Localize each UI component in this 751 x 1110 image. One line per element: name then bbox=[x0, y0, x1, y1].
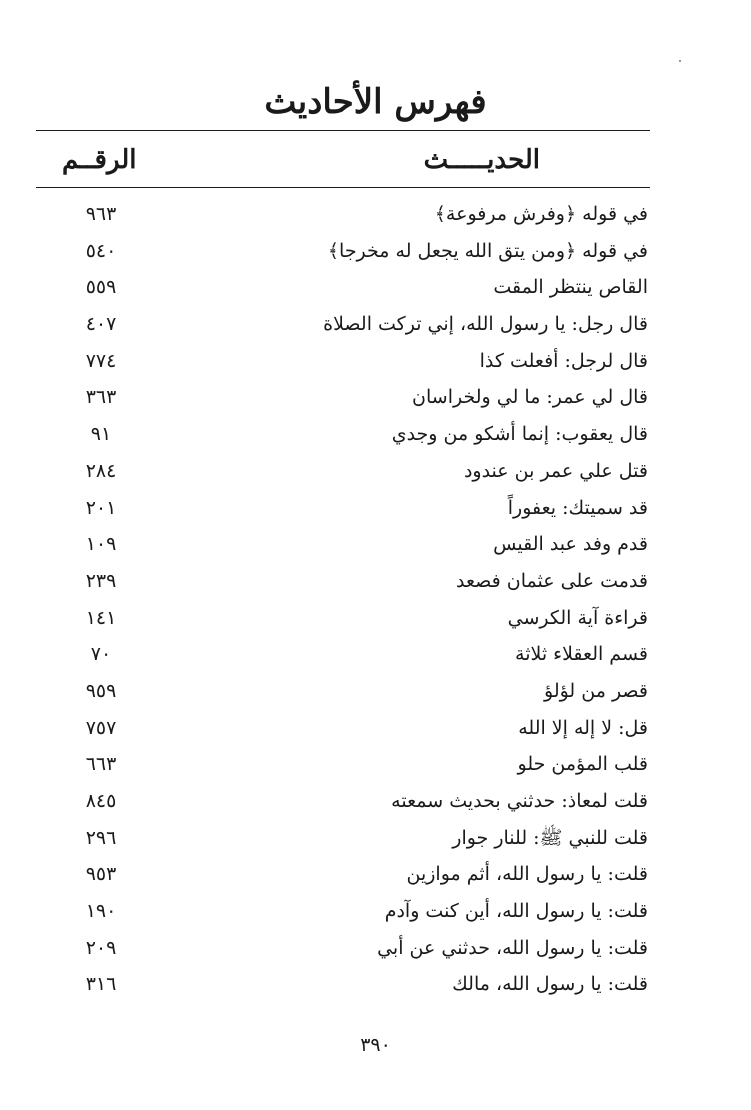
hadith-text: قلب المؤمن حلو bbox=[517, 753, 648, 776]
hadith-text: قلت: يا رسول الله، أثم موازين bbox=[406, 863, 648, 886]
hadith-number: ٨٤٥ bbox=[85, 790, 117, 812]
hadith-number: ٩٥٩ bbox=[85, 679, 117, 702]
hadith-number: ٣٦٣ bbox=[85, 386, 117, 409]
hadith-text: قلت لمعاذ: حدثني بحديث سمعته bbox=[391, 790, 648, 812]
hadith-text: قلت: يا رسول الله، أين كنت وآدم bbox=[384, 900, 648, 923]
header-top-rule bbox=[36, 130, 650, 131]
hadith-number: ٢٠١ bbox=[85, 496, 117, 519]
index-entry bbox=[36, 307, 650, 344]
hadith-number: ٢٣٩ bbox=[85, 569, 117, 592]
hadith-number: ١٠٩ bbox=[85, 533, 117, 556]
paper-speck bbox=[679, 60, 681, 62]
index-entry bbox=[36, 747, 650, 784]
hadith-number: ٢٩٦ bbox=[85, 826, 117, 849]
hadith-number: ٩٥٣ bbox=[85, 863, 117, 886]
hadith-number: ٩١ bbox=[90, 423, 112, 446]
hadith-number: ٥٥٩ bbox=[85, 276, 117, 299]
hadith-number: ٢٠٩ bbox=[85, 936, 117, 959]
index-entry bbox=[36, 454, 650, 491]
hadith-text: قد سميتك: يعفوراً bbox=[507, 496, 648, 519]
hadith-number: ١٤١ bbox=[85, 606, 117, 629]
index-entry bbox=[36, 491, 650, 528]
hadith-text: قدم وفد عبد القيس bbox=[493, 533, 648, 556]
index-entry bbox=[36, 197, 650, 234]
hadith-text: في قوله ﴿ومن يتق الله يجعل له مخرجا﴾ bbox=[327, 239, 648, 262]
index-entry bbox=[36, 821, 650, 858]
index-entry bbox=[36, 380, 650, 417]
number-column-header: الرقــم bbox=[62, 145, 137, 175]
index-entry bbox=[36, 931, 650, 968]
hadith-text: قسم العقلاء ثلاثة bbox=[515, 643, 648, 666]
index-entry bbox=[36, 270, 650, 307]
index-entry bbox=[36, 417, 650, 454]
index-entry bbox=[36, 601, 650, 638]
hadith-text: قل: لا إله إلا الله bbox=[518, 716, 648, 739]
hadith-text: قصر من لؤلؤ bbox=[544, 679, 648, 702]
hadith-text: قلت: يا رسول الله، مالك bbox=[452, 973, 648, 996]
index-entry bbox=[36, 637, 650, 674]
hadith-text: قلت: يا رسول الله، حدثني عن أبي bbox=[377, 936, 648, 959]
index-entry bbox=[36, 967, 650, 1004]
hadith-text: في قوله ﴿وفرش مرفوعة﴾ bbox=[434, 203, 648, 225]
hadith-column-header: الحديـــــث bbox=[423, 145, 540, 175]
hadith-number: ١٩٠ bbox=[85, 900, 117, 923]
hadith-text: القاص ينتظر المقت bbox=[493, 276, 648, 299]
index-entry bbox=[36, 234, 650, 271]
index-entry bbox=[36, 857, 650, 894]
hadith-text: قتل علي عمر بن عندود bbox=[463, 459, 648, 482]
hadith-number: ٤٠٧ bbox=[85, 313, 117, 336]
index-entry bbox=[36, 784, 650, 821]
index-entry bbox=[36, 527, 650, 564]
hadith-text: قال رجل: يا رسول الله، إني تركت الصلاة bbox=[323, 313, 648, 336]
hadith-number: ٦٦٣ bbox=[85, 753, 117, 776]
hadith-number: ٧٠ bbox=[90, 643, 112, 666]
hadith-number: ٧٥٧ bbox=[85, 716, 117, 739]
hadith-text: قال لي عمر: ما لي ولخراسان bbox=[412, 386, 648, 409]
hadith-number: ٢٨٤ bbox=[85, 459, 117, 482]
index-entry bbox=[36, 711, 650, 748]
table-header bbox=[36, 140, 650, 180]
hadith-number: ٣١٦ bbox=[85, 973, 117, 996]
index-entry bbox=[36, 344, 650, 381]
page-title: فهرس الأحاديث bbox=[264, 82, 487, 122]
index-entry bbox=[36, 674, 650, 711]
hadith-text: قدمت على عثمان فصعد bbox=[456, 569, 648, 592]
hadith-text: قال يعقوب: إنما أشكو من وجدي bbox=[391, 423, 648, 446]
hadith-index-list bbox=[36, 197, 650, 1004]
index-entry bbox=[36, 894, 650, 931]
header-bottom-rule bbox=[36, 187, 650, 188]
hadith-number: ٥٤٠ bbox=[85, 239, 117, 262]
page-number: ٣٩٠ bbox=[360, 1034, 391, 1056]
hadith-number: ٧٧٤ bbox=[85, 349, 117, 372]
hadith-text: قال لرجل: أفعلت كذا bbox=[479, 349, 648, 372]
index-entry bbox=[36, 564, 650, 601]
hadith-text: قلت للنبي ﷺ: للنار جوار bbox=[452, 826, 648, 849]
hadith-text: قراءة آية الكرسي bbox=[507, 606, 648, 629]
hadith-number: ٩٦٣ bbox=[85, 203, 117, 225]
